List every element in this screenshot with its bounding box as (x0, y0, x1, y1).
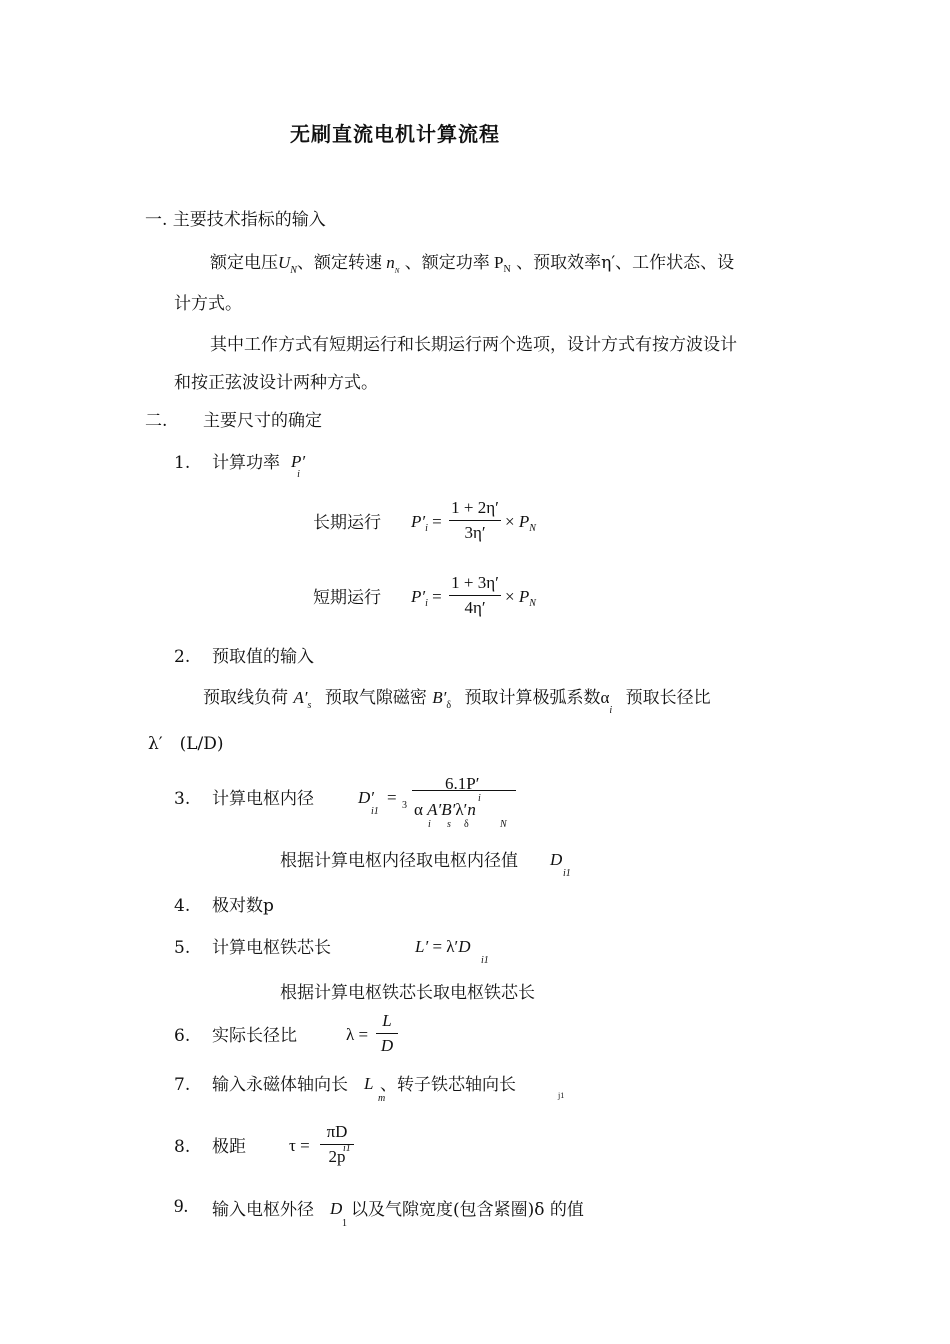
denominator-subscript-N: N (500, 819, 507, 830)
denominator-subscript-delta: δ (464, 819, 469, 830)
subscript-i1: i1 (371, 806, 379, 817)
tau-equals: τ = (289, 1136, 310, 1155)
item-4-number: 4. (174, 896, 191, 916)
short-run-fraction (449, 573, 501, 618)
long-run-numerator: 1 + 2η′ (451, 498, 499, 517)
long-run-label: 长期运行 (313, 513, 381, 533)
lambda-equals: λ = (346, 1025, 369, 1044)
text-rated-speed: 、额定转速 (296, 253, 382, 273)
item-9-label-a: 输入电枢外径 (212, 1200, 314, 1220)
text-pole-arc: 预取计算极弧系数 (464, 688, 601, 708)
item-5-formula: L′ = λ′D (415, 937, 471, 956)
short-run-rhs: × $P_N$ (505, 587, 536, 609)
subscript-i1: i1 (481, 955, 489, 966)
symbol-alpha-i: α (600, 688, 610, 707)
item-5-number: 5. (174, 938, 191, 958)
item-3-numerator: 6.1P′ (445, 774, 480, 793)
item-9-label-b: 以及气隙宽度(包含紧圈)δ 的值 (351, 1200, 584, 1220)
text-rated-power: 、额定功率 (404, 253, 490, 273)
short-run-label: 短期运行 (313, 588, 381, 608)
text-aspect-ratio: 预取长径比 (625, 688, 711, 708)
symbol-U: U (278, 253, 291, 272)
subscript-N: N (394, 267, 400, 275)
item-2-label: 预取值的输入 (212, 647, 314, 667)
section-1-paragraph-1-line-1 (210, 252, 734, 277)
cube-root-index: 3 (402, 800, 407, 811)
long-run-denominator: 3η′ (464, 523, 486, 542)
item-3-note: 根据计算电枢内径取电枢内径值 (280, 851, 518, 871)
section-1-heading: 一. 主要技术指标的输入 (145, 210, 326, 230)
item-6-label: 实际长径比 (212, 1026, 297, 1046)
subscript-m: m (378, 1093, 386, 1104)
item-3-denominator: α A′B′λ′n (414, 800, 476, 819)
long-run-fraction (449, 498, 501, 543)
short-run-lhs: $P'_i$ = (411, 587, 442, 609)
symbol-B-delta: B′ (432, 688, 447, 707)
item-8-denominator: 2p (328, 1147, 346, 1166)
short-run-denominator: 4η′ (464, 598, 486, 617)
item-7-label-a: 输入永磁体轴向长 (212, 1075, 348, 1095)
long-run-rhs: × $P_N$ (505, 512, 536, 534)
symbol-Di1-prime: D′ (358, 788, 374, 807)
item-2-line-1: 预取线负荷 $A'_s$ 预取气隙磁密 $B'_\delta$ 预取计算极弧系数$\alpha_i$ 预取长径比 (203, 688, 711, 716)
subscript-j1: j1 (558, 1091, 565, 1100)
section-2-heading: 主要尺寸的确定 (203, 411, 322, 431)
item-3-number: 3. (174, 789, 191, 809)
item-8-numerator: πD (326, 1122, 348, 1141)
item-8-number: 8. (174, 1137, 191, 1157)
section-1-paragraph-2-line-2: 和按正弦波设计两种方式。 (174, 373, 378, 393)
page-title: 无刷直流电机计算流程 (290, 122, 500, 146)
numerator-subscript-i: i (478, 793, 481, 804)
text-air-gap-flux: 预取气隙磁密 (324, 688, 427, 708)
item-2-number: 2. (174, 647, 191, 667)
symbol-n: n (381, 253, 395, 272)
section-1-paragraph-2-line-1: 其中工作方式有短期运行和长期运行两个选项，设计方式有按方波设计 (210, 335, 737, 355)
long-run-lhs: $P'_i$ = (411, 512, 442, 534)
symbol-D1: D (330, 1199, 343, 1218)
equals-sign: = (387, 788, 397, 807)
denominator-subscript-s: s (447, 819, 451, 830)
item-7-label-b: 、转子铁芯轴向长 (380, 1075, 516, 1095)
item-7-number: 7. (174, 1075, 191, 1095)
symbol-P: P (489, 253, 504, 272)
text-rated-voltage: 额定电压 (210, 253, 278, 273)
short-run-numerator: 1 + 3η′ (451, 573, 499, 592)
denominator-subscript-i: i (428, 819, 431, 830)
symbol-As: A′ (293, 688, 308, 707)
subscript-N: N (290, 265, 297, 276)
symbol-D-i1: D (550, 850, 563, 869)
text-line-load: 预取线负荷 (203, 688, 288, 708)
item-4-label: 极对数p (212, 896, 274, 916)
item-8-label: 极距 (212, 1137, 246, 1157)
item-9-number: 9. (174, 1196, 189, 1217)
subscript-i1: i1 (563, 868, 571, 879)
numerator-subscript-i1: i1 (343, 1143, 351, 1154)
item-6-number: 6. (174, 1026, 191, 1046)
section-1-paragraph-1-line-2: 计方式。 (174, 294, 242, 314)
item-3-label: 计算电枢内径 (212, 789, 314, 809)
item-1-label: 计算功率 (212, 453, 280, 473)
symbol-L-m: L (364, 1074, 374, 1093)
section-2-number: 二. (145, 411, 168, 431)
item-5-note: 根据计算电枢铁芯长取电枢铁芯长 (280, 983, 535, 1003)
symbol-Pi-prime: $P'_i$ (291, 452, 306, 480)
text-efficiency: 、预取效率η′、工作状态、设 (516, 253, 735, 273)
subscript-N: N (503, 264, 511, 275)
item-5-label: 计算电枢铁芯长 (212, 938, 331, 958)
subscript-1: 1 (342, 1218, 347, 1229)
item-1-number: 1. (174, 453, 191, 473)
item-2-line-2: λ′ (L/D) (148, 734, 224, 754)
item-6-fraction: L D (376, 1011, 398, 1056)
